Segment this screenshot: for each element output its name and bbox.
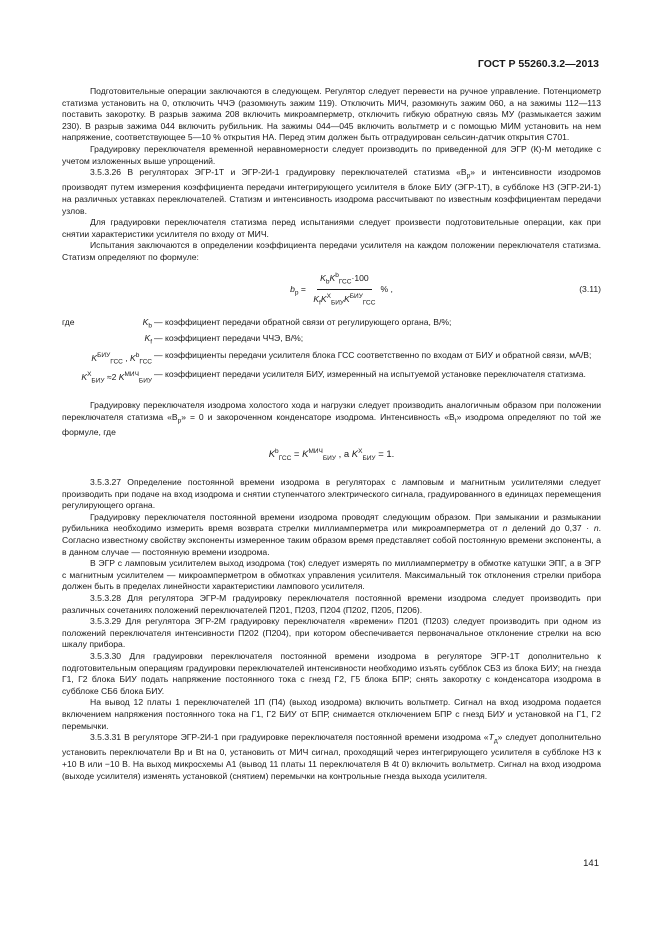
definition-text: — коэффициенты передачи усилителя блока ГСС соответственно по входам от БИУ и обратной связи, мА/В; xyxy=(154,349,592,360)
superscript: b xyxy=(275,448,279,456)
standard-code: ГОСТ Р 55260.3.2—2013 xyxy=(477,58,599,70)
superscript: МИЧ xyxy=(308,448,323,456)
paragraph: Испытания заключаются в определении коэффициента передачи усилителя на каждом положении переключателя статизма. Статизм определяют по формуле: xyxy=(62,240,601,263)
text-run: 3.5.3.31 В регуляторе ЭГР-2И-1 при градуировке переключателя постоянной времени изодрома « xyxy=(90,732,489,743)
definition-symbol xyxy=(62,350,154,368)
where-label: где xyxy=(62,316,75,327)
denominator xyxy=(310,290,378,309)
equals-sign: = xyxy=(298,283,309,294)
symbol: K xyxy=(320,293,327,304)
page-number: 141 xyxy=(583,858,599,869)
subscript: ГСС xyxy=(139,358,152,366)
formula-number: (3.11) xyxy=(579,283,601,294)
subscript: БИУ xyxy=(330,299,345,307)
text-run: » изодрома определяют по той же формуле, где xyxy=(62,411,601,437)
text-run: » = 0 и закороченном конденсаторе изодрома. Интенсивность «B xyxy=(181,411,455,422)
symbol: n xyxy=(502,523,508,534)
superscript: X xyxy=(326,292,331,300)
definitions-list xyxy=(62,317,601,387)
equals-sign: = 1. xyxy=(375,449,395,461)
symbol: T xyxy=(488,732,494,743)
definition-text: — коэффициент передачи обратной связи от регулирующего органа, В/%; xyxy=(154,316,452,327)
paragraph: Подготовительные операции заключаются в следующем. Регулятор следует перевести на ручное управление. Потенциометр статизма установить на 0, отключить ЧЧЭ (разомкнуть зажим 119). Отключить МИЧ, разомкнуть зажим 060, а на зажимы 112—113 поставить закоротку. В разрыв зажима 208 включить микроамперметр, отключить гибкую обратную связь МУ (размыкается зажим 230). В разрыв зажима 044 включить рубильник. На зажимы 044—045 включить вольтметр и с помощью МИМ установить на нем напряжение, соответствующее 5—10 % открытия НА. Перед этим должен быть отградуирован сельсин-датчик открытия С701. xyxy=(62,86,601,143)
symbol: K xyxy=(118,371,125,382)
superscript: X xyxy=(358,448,363,456)
paragraph xyxy=(62,167,601,217)
symbol: K xyxy=(91,352,98,363)
definition-row xyxy=(62,317,601,332)
spacer xyxy=(62,388,601,400)
paragraph: 3.5.3.28 Для регулятора ЭГР-М градуировку переключателя постоянной времени изодрома следует производить при различных сочетаниях положений переключателей П201, П203, П204 (П202, П205, П206). xyxy=(62,593,601,615)
definition-row xyxy=(62,369,601,387)
separator: , xyxy=(122,352,131,363)
text-run: 3.5.3.26 В регуляторах ЭГР-1Т и ЭГР-2И-1 градуировку переключателей статизма «B xyxy=(90,167,467,178)
text-run: » следует дополнительно установить переключатели Вр и Вt на 0, установить от МИЧ сигнал, проходящий через интегрирующего усилителя в субблоке НЗ к +10 В или −10 В. На выход микросхемы А1 (вывод 11 платы 11 переключателя В 4t 0) включить вольтметр. Сигнал на вход изодрома (выходе усилителя) изменять установкой (снятием) перемычки на контрольные гнезда выхода усилителя. xyxy=(62,732,602,781)
symbol: K xyxy=(313,293,320,304)
superscript: БИУ xyxy=(349,292,363,300)
formula-2 xyxy=(62,446,601,465)
superscript: X xyxy=(87,370,92,378)
paragraph: 3.5.3.27 Определение постоянной времени изодрома в регуляторах с ламповым и магнитным усилителями следует производить при подаче на вход изодрома и снятии ступенчатого электрического сигнала, градуированного в единицах перемещения регулирующего органа. xyxy=(62,477,601,511)
subscript: f xyxy=(319,299,321,307)
symbol: K xyxy=(329,272,336,283)
document-body xyxy=(62,86,601,782)
subscript: t xyxy=(454,417,457,425)
formula-3-11 xyxy=(62,270,601,309)
text-run: делений до 0,37 · xyxy=(507,523,594,534)
definition-symbol xyxy=(90,333,154,348)
subscript: ГСС xyxy=(338,278,352,286)
text-run: . Согласно известному свойству экспоненты измеренное таким образом время представляет собой постоянную времени экспоненты, а в данном случае — постоянную времени изодрома. xyxy=(62,523,601,557)
text-run: Градуировку переключателя постоянной времени изодрома проводят следующим образом. При замыкании и размыкании рубильника необходимо измерить время возврата стрелки миллиамперметра или микроамперметра от xyxy=(62,511,601,534)
subscript: b xyxy=(148,322,152,330)
paragraph: На вывод 12 платы 1 переключателей 1П (П4) (выход изодрома) включить вольтметр. Сигнал на вход изодрома подается включением напряжения постоянного тока на Г1, Г2 БИУ от БПР, снимается отключением БПР с гнезд БИУ и установкой на Г1, Г2 перемычки. xyxy=(62,697,601,731)
symbol: K xyxy=(344,293,350,304)
definition-symbol xyxy=(62,369,154,387)
paragraph: Градуировку переключателя временной неравномерности следует производить по приведенной для ЭГР (К)-М методике с учетом изложенных выше упрощений. xyxy=(62,143,601,166)
symbol: K xyxy=(144,333,151,344)
superscript: БИУ xyxy=(97,351,111,359)
subscript: b xyxy=(325,278,330,286)
subscript: д xyxy=(493,737,498,745)
symbol: K xyxy=(268,449,276,461)
subscript: БИУ xyxy=(138,377,152,385)
subscript: p xyxy=(177,417,182,425)
subscript: f xyxy=(150,339,152,346)
paragraph: 3.5.3.29 Для регулятора ЭГР-2М градуировку переключателя «времени» П201 (П203) следует производить при одном из положений переключателя интенсивности П202 (П204), при котором обеспечивается первоначальное отклонение стрелки на всю шкалу прибора. xyxy=(62,616,601,650)
superscript: b xyxy=(335,271,339,279)
definition-symbol xyxy=(90,317,154,332)
subscript: ГСС xyxy=(278,455,292,463)
formula-lhs: b xyxy=(290,283,295,294)
paragraph xyxy=(62,732,601,782)
text-run: Градуировку переключателя изодрома холостого хода и нагрузки следует производить аналогичным образом при положении переключателя статизма «B xyxy=(62,399,601,422)
paragraph: 3.5.3.30 Для градуировки переключателя постоянной времени изодрома в регуляторе ЭГР-1Т дополнительно к подготовительным операциям градуировки переключателей интенсивности необходимо изъять субблок СБ3 из блока БИУ; на гнезда Г1, Г2 блока БИУ подать напряжение постоянного тока с гнезд Г2, Г5 блока БПР; снять закоротку с конденсатора изодрома в субблоке СБ6 блока БИУ. xyxy=(62,650,601,696)
paragraph xyxy=(62,400,601,439)
subscript: БИУ xyxy=(91,377,105,385)
symbol: K xyxy=(81,371,88,382)
symbol: K xyxy=(142,316,149,327)
subscript: ГСС xyxy=(110,358,123,366)
definition-text: — коэффициент передачи усилителя БИУ, измеренный на испытуемой установке переключателя статизма. xyxy=(154,368,586,379)
definition-text: — коэффициент передачи ЧЧЭ, В/%; xyxy=(154,333,304,344)
text-run: » и интенсивности изодромов производят путем измерения коэффициента передачи интегрирующего усилителя в блоке БИУ (ЭГР-1Т), в субблоке НЗ (ЭГР-2И-1) на различных уставках переключателей. Статизм и интенсивность изодрома рассчитывают по известным коэффициентам передачи узлов. xyxy=(62,167,601,216)
paragraph xyxy=(62,512,601,558)
definition-row xyxy=(62,350,601,368)
symbol: K xyxy=(302,449,309,461)
definition-row xyxy=(62,333,601,348)
subscript: БИУ xyxy=(362,455,376,463)
conjunction: , а xyxy=(335,449,352,461)
symbol: K xyxy=(351,449,359,461)
superscript: b xyxy=(135,351,140,359)
symbol: K xyxy=(320,272,326,283)
subscript: p xyxy=(466,172,471,180)
subscript: p xyxy=(294,289,299,297)
paragraph: Для градуировки переключателя статизма перед испытаниями следует произвести подготовительные операции, как при снятии характеристики усилителя по входу от МИЧ. xyxy=(62,217,601,239)
symbol: K xyxy=(130,352,136,363)
symbol: n xyxy=(593,523,599,534)
numerator xyxy=(317,270,372,290)
subscript: ГСС xyxy=(362,299,376,307)
equals-sign: = xyxy=(291,449,303,461)
fraction xyxy=(310,270,378,309)
operator: ≈2 xyxy=(104,371,119,382)
formula-body xyxy=(62,270,561,309)
paragraph: В ЭГР с ламповым усилителем выход изодрома (ток) следует измерять по миллиамперметру в обмотке катушки ЭПГ, а в ЭГР с магнитным усилителем — микроамперметром в обмотках управления усилителя. Максимальный ток отклонения стрелки прибора должен быть в пределах линейности характеристики лампового усилителя. xyxy=(62,558,601,592)
subscript: БИУ xyxy=(322,455,336,463)
formula-tail: , xyxy=(388,283,393,294)
unit: % xyxy=(380,283,389,294)
multiplier: ·100 xyxy=(351,272,369,283)
superscript: МИЧ xyxy=(124,370,139,378)
